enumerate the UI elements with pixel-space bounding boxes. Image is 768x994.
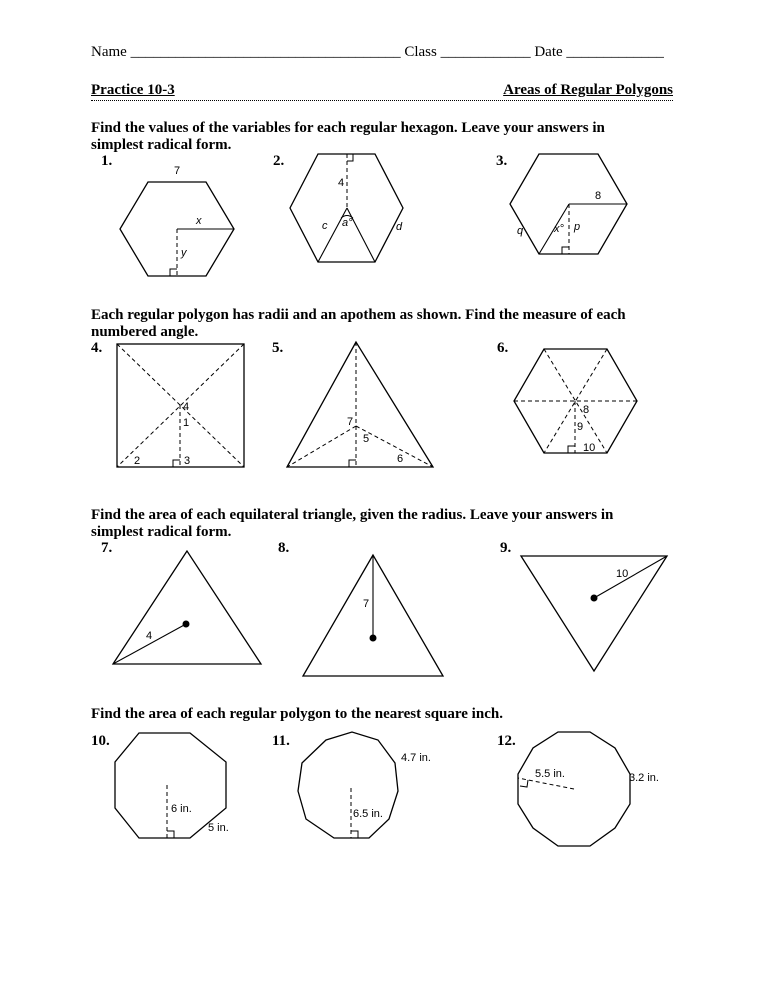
problem-11-nonagon-figure: [290, 728, 450, 848]
center-point: [370, 635, 377, 642]
variable-y-label: y: [181, 247, 187, 259]
angle-5-label: 5: [363, 433, 370, 445]
radius-label: 7: [363, 598, 370, 610]
problem-8-number: 8.: [278, 540, 290, 556]
problem-6-hexagon-figure: [510, 345, 650, 465]
radius-left: [287, 426, 356, 467]
apothem-label: 6 in.: [171, 803, 192, 815]
angle-9-label: 9: [577, 421, 584, 433]
angle-1-label: 1: [183, 417, 190, 429]
equilateral-triangle: [521, 556, 667, 671]
radius-label: 8: [595, 190, 602, 202]
problem-10-octagon-figure: [110, 728, 250, 848]
variable-q-label: q: [517, 225, 524, 237]
student-info-line: [91, 44, 675, 61]
radius-label: 4: [146, 630, 153, 642]
right-angle-marker: [562, 247, 569, 254]
section-2-instruction: Each regular polygon has radii and an apothem as shown. Find the measure of each numbered angle.: [91, 307, 626, 340]
angle-3-label: 3: [184, 455, 191, 467]
variable-d-label: d: [396, 221, 403, 233]
class-label: Class: [404, 44, 437, 60]
problem-7-triangle-figure: [110, 545, 260, 670]
problem-2-hexagon-figure: [285, 150, 425, 275]
problem-9-triangle-figure: [518, 552, 673, 677]
problem-10-number: 10.: [91, 733, 110, 749]
variable-x-label: x: [196, 215, 202, 227]
problem-12-number: 12.: [497, 733, 516, 749]
right-angle-marker: [173, 460, 180, 467]
apothem-label: 6.5 in.: [353, 808, 383, 820]
class-blank[interactable]: ____________: [440, 44, 531, 60]
date-label: Date: [534, 44, 563, 60]
radius-label: 10: [616, 568, 629, 580]
right-angle-marker: [170, 269, 177, 276]
problem-5-number: 5.: [272, 340, 284, 356]
right-angle-marker: [568, 446, 575, 453]
name-label: Name: [91, 44, 127, 60]
right-angle-marker: [347, 154, 353, 161]
side-label: 4.7 in.: [401, 752, 431, 764]
problem-8-triangle-figure: [300, 552, 450, 682]
worksheet-title: Areas of Regular Polygons: [503, 82, 673, 98]
date-blank[interactable]: _____________: [566, 44, 664, 60]
equilateral-triangle: [287, 342, 433, 467]
section-4-instruction: Find the area of each regular polygon to the nearest square inch.: [91, 706, 503, 722]
variable-p-label: p: [574, 221, 581, 233]
section-3-instruction: Find the area of each equilateral triangle, given the radius. Leave your answers in simplest radical form.: [91, 507, 614, 540]
problem-1-number: 1.: [101, 153, 113, 169]
apothem-label: 5.5 in.: [535, 768, 565, 780]
angle-8-label: 8: [583, 404, 590, 416]
angle-4-label: 4: [183, 401, 190, 413]
radius-segment: [594, 556, 667, 598]
side-label: 3.2 in.: [629, 772, 659, 784]
apothem-label: 4: [338, 177, 345, 189]
right-angle-marker: [351, 831, 358, 838]
variable-a-label: a°: [342, 217, 353, 229]
variable-c-label: c: [322, 220, 328, 232]
problem-3-hexagon-figure: [505, 150, 655, 275]
practice-number: Practice 10-3: [91, 82, 175, 98]
center-point: [591, 595, 598, 602]
right-angle-marker: [167, 831, 174, 838]
problem-12-decagon-figure: [510, 728, 680, 853]
angle-7-label: 7: [347, 416, 354, 428]
side-label: 5 in.: [208, 822, 229, 834]
problem-4-number: 4.: [91, 340, 103, 356]
center-point: [183, 621, 190, 628]
nonagon: [298, 732, 398, 838]
right-angle-marker: [349, 460, 356, 467]
right-angle-marker: [520, 780, 528, 787]
problem-4-square-figure: [110, 340, 250, 472]
section-1-instruction: Find the values of the variables for each regular hexagon. Leave your answers in simplest radical form.: [91, 120, 605, 153]
problem-11-number: 11.: [272, 733, 290, 749]
problem-1-hexagon-figure: [110, 160, 260, 280]
problem-5-triangle-figure: [283, 338, 443, 473]
problem-2-number: 2.: [273, 153, 285, 169]
equilateral-triangle: [113, 551, 261, 664]
problem-3-number: 3.: [496, 153, 508, 169]
worksheet-title-row: [91, 82, 673, 101]
angle-10-label: 10: [583, 442, 596, 454]
problem-7-number: 7.: [101, 540, 113, 556]
side-label: 7: [174, 165, 181, 177]
problem-9-number: 9.: [500, 540, 512, 556]
problem-6-number: 6.: [497, 340, 509, 356]
variable-x-label: x°: [554, 223, 564, 235]
angle-6-label: 6: [397, 453, 404, 465]
angle-2-label: 2: [134, 455, 141, 467]
name-blank[interactable]: ____________________________________: [130, 44, 401, 60]
